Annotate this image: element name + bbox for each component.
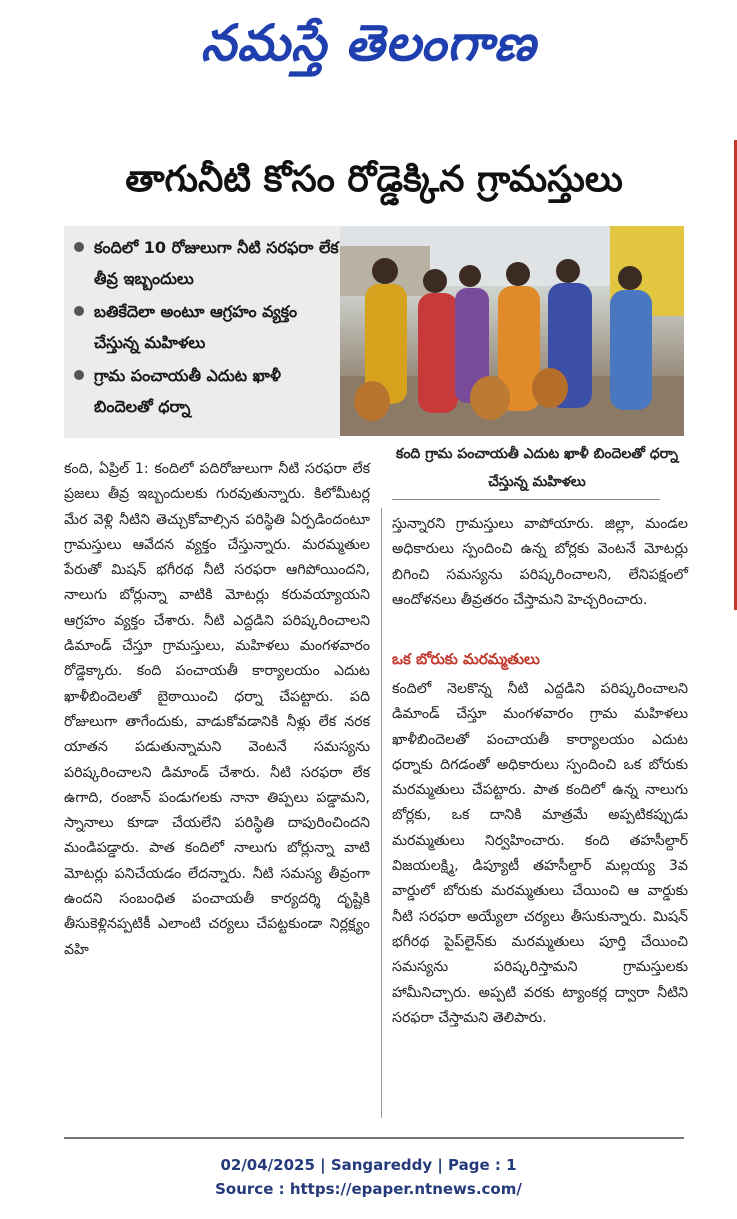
bullet-icon	[74, 242, 84, 252]
highlights-box	[64, 226, 340, 438]
highlight-item	[64, 232, 340, 294]
protest-photo-image	[340, 226, 684, 436]
bullet-icon	[74, 370, 84, 380]
article-column-1: కంది, ఏప్రిల్ 1: కందిలో పదిరోజులుగా నీటి సరఫరా లేక ప్రజలు తీవ్ర ఇబ్బందులకు గురవుతున్నారు. కిలోమీటర్ల మేర వెళ్లి నీటిని తెచ్చుకోవాల్సిన పరిస్థితి ఏర్పడిందంటూ గ్రామస్తులు ఆవేదన వ్యక్తం చేస్తున్నారు. మరమ్మతుల పేరుతో మిషన్ భగీరథ నీటి సరఫరా ఆగిపోయిందని, నాలుగు బోర్లున్నా వాటికి మోటర్లు కరువయ్యాయని ఆగ్రహం వ్యక్తం చేశారు. నీటి ఎద్దడిని పరిష్కరించాలని డిమాండ్ చేస్తూ గ్రామస్తులు, మహిళలు మంగళవారం రోడ్డెక్కారు. కంది పంచాయతీ కార్యాలయం ఎదుట ఖాళీబిందెలతో బైఠాయించి ధర్నా చేపట్టారు. పది రోజులుగా తాగేందుకు, వాడుకోవడానికి నీళ్లు లేక నరక యాతన పడుతున్నామని వెంటనే సమస్యను పరిష్కరించాలని డిమాండ్ చేశారు. నీటి సరఫరా లేక ఉగాది, రంజాన్ పండుగలకు నానా తిప్పలు పడ్డామని, స్నానాలు కూడా చేయలేని పరిస్థితి దాపురించిందని మండిపడ్డారు. పాత కందిలో నాలుగు బోర్లున్నా వాటి మోటర్లు పనిచేయడం లేదన్నారు. నీటి సమస్య తీవ్రంగా ఉందని సంబంధిత పంచాయతీ కార్యదర్శి దృష్టికి తీసుకెళ్లినప్పటికీ ఎలాంటి చర్యలు చేపట్టకుండా నిర్లక్ష్యం వహి	[64, 461, 370, 958]
highlight-text: బతికేదెలా అంటూ ఆగ్రహం వ్యక్తం చేస్తున్న మహిళలు	[94, 302, 298, 352]
highlight-item	[64, 360, 340, 422]
article-subheading: ఒక బోరుకు మరమ్మతులు	[392, 650, 540, 668]
footer-source: Source : https://epaper.ntnews.com/	[215, 1180, 522, 1198]
article-headline: తాగునీటి కోసం రోడ్డెక్కిన గ్రామస్తులు	[125, 159, 623, 200]
bullet-icon	[74, 306, 84, 316]
article-column-3: కందిలో నెలకొన్న నీటి ఎద్దడిని పరిష్కరించాలని డిమాండ్ చేస్తూ మంగళవారం గ్రామ మహిళలు ఖాళీబిందెలతో పంచాయతీ కార్యాలయం ఎదుట ధర్నాకు దిగడంతో అధికారులు స్పందించి ఒక బోరుకు మరమ్మతులు చేపట్టారు. పాత కందిలో ఉన్న నాలుగు బోర్లకు, ఒక దానికి మాత్రమే అప్పటికప్పుడు మరమ్మతులు నిర్వహించారు. కంది తహసీల్దార్ విజయలక్ష్మి, డిప్యూటీ తహసీల్దార్ మల్లయ్య 3వ వార్డులో బోరుకు మరమ్మతులు చేయించి ఆ వార్డుకు నీటి సరఫరా అయ్యేలా చర్యలు తీసుకున్నారు. మిషన్ భగీరథ పైప్‌లైన్‌కు మరమ్మతులు పూర్తి చేయించి సమస్యను పరిష్కరిస్తామని గ్రామస్తులకు హామీనిచ్చారు. అప్పటి వరకు ట్యాంకర్ల ద్వారా నీటిని సరఫరా చేస్తామని తెలిపారు.	[392, 681, 688, 1026]
newspaper-masthead: నమస్తే తెలంగాణ	[200, 14, 537, 72]
article-column-2: స్తున్నారని గ్రామస్తులు వాపోయారు. జిల్లా, మండల అధికారులు స్పందించి ఉన్న బోర్లకు వెంటనే మోటర్లు బిగించి సమస్యను పరిష్కరించాలని, లేనిపక్షంలో ఆందోళనలు తీవ్రతరం చేస్తామని హెచ్చరించారు.	[392, 516, 688, 608]
footer-date-edition: 02/04/2025 | Sangareddy | Page : 1	[220, 1156, 517, 1174]
caption-divider	[392, 499, 660, 500]
column-divider	[381, 508, 382, 1118]
highlight-text: కందిలో 10 రోజులుగా నీటి సరఫరా లేక తీవ్ర ఇబ్బందులు	[94, 238, 339, 288]
photo-caption: కంది గ్రామ పంచాయతీ ఎదుట ఖాళీ బిందెలతో ధర్నా చేస్తున్న మహిళలు	[396, 446, 678, 490]
highlight-text: గ్రామ పంచాయతీ ఎదుట ఖాళీ బిందెలతో ధర్నా	[94, 366, 281, 416]
news-photo	[340, 226, 684, 436]
highlight-item	[64, 296, 340, 358]
bottom-divider	[64, 1137, 684, 1139]
